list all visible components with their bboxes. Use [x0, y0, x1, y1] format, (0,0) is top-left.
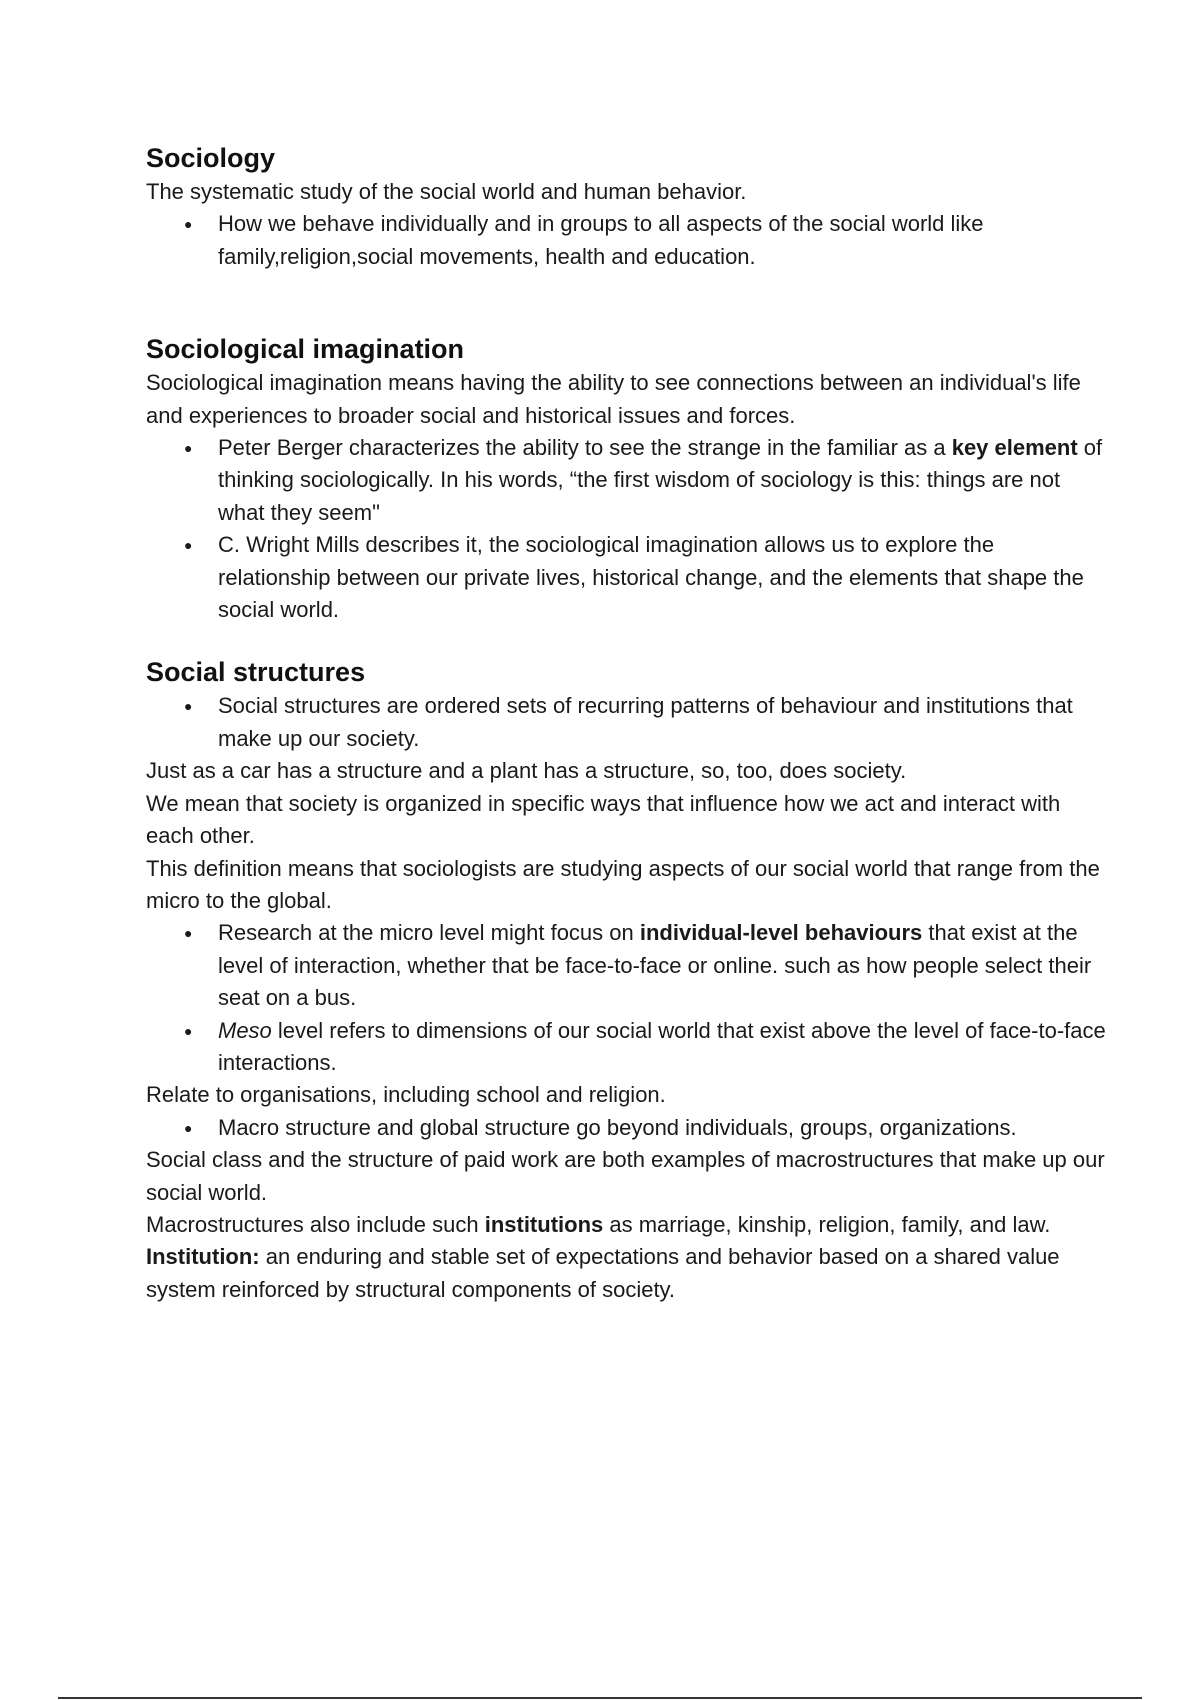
- text-run: of thinking sociologically. In his words, “the first wisdom of sociology is this: things are not what they seem": [218, 435, 1103, 525]
- institution-definition: [146, 1241, 1106, 1306]
- paragraph: Just as a car has a structure and a plant has a structure, so, too, does society.: [146, 758, 907, 784]
- italic-term: Meso: [218, 1017, 272, 1043]
- paragraph: Social class and the structure of paid work are both examples of macrostructures that make up our social world.: [146, 1147, 1105, 1205]
- sociological-imagination-bullets: [146, 432, 1106, 626]
- list-item: [146, 1015, 1106, 1080]
- heading-social-structures: Social structures: [146, 657, 366, 688]
- social-structures-bullets-2: [146, 917, 1106, 1079]
- heading-sociological-imagination: Sociological imagination: [146, 334, 465, 365]
- list-item: ● Macro structure and global structure go beyond individuals, groups, organizations.: [146, 1112, 1106, 1144]
- text-run: as marriage, kinship, religion, family, and law.: [603, 1211, 1051, 1237]
- text-run: Peter Berger characterizes the ability to see the strange in the familiar as a: [218, 435, 952, 461]
- bold-term: individual-level behaviours: [639, 920, 923, 946]
- sociology-definition: The systematic study of the social world and human behavior.: [146, 179, 747, 204]
- list-item: ● Social structures are ordered sets of recurring patterns of behaviour and institutions that make up our society.: [146, 690, 1106, 755]
- bold-term: Institution:: [146, 1244, 260, 1270]
- list-item: [146, 917, 1106, 1014]
- paragraph: We mean that society is organized in specific ways that influence how we act and interact with each other.: [146, 790, 1061, 849]
- bottom-divider: [58, 1697, 1142, 1699]
- sociological-imagination-definition: Sociological imagination means having the ability to see connections between an individual's life and experiences to broader social and historical issues and forces.: [146, 370, 1081, 428]
- list-item: ● How we behave individually and in groups to all aspects of the social world like family,religion,social movements, health and education.: [146, 208, 1106, 273]
- document-page: [146, 140, 1106, 1306]
- list-item: ● C. Wright Mills describes it, the sociological imagination allows us to explore the relationship between our private lives, historical change, and the elements that shape the social world.: [146, 529, 1106, 626]
- text-run: an enduring and stable set of expectations and behavior based on a shared value system reinforced by structural components of society.: [146, 1244, 1060, 1302]
- text-run: that exist at the level of interaction, whether that be face-to-face or online. such as how people select their seat on a bus.: [218, 920, 1092, 1011]
- heading-sociology: Sociology: [146, 143, 276, 173]
- bold-term: institutions: [484, 1211, 604, 1237]
- text-run: level refers to dimensions of our social world that exist above the level of face-to-face interactions.: [218, 1017, 1106, 1075]
- sociology-bullets: [146, 208, 1106, 273]
- paragraph: [146, 1209, 1106, 1241]
- text-run: Research at the micro level might focus on: [218, 920, 640, 946]
- list-item: [146, 432, 1106, 529]
- paragraph: This definition means that sociologists are studying aspects of our social world that range from the micro to the global.: [146, 855, 1100, 913]
- text-run: Macrostructures also include such: [146, 1211, 485, 1237]
- social-structures-bullets-1: [146, 690, 1106, 755]
- social-structures-bullets-3: [146, 1112, 1106, 1144]
- paragraph: Relate to organisations, including school and religion.: [146, 1082, 666, 1108]
- bold-term: key element: [951, 435, 1078, 461]
